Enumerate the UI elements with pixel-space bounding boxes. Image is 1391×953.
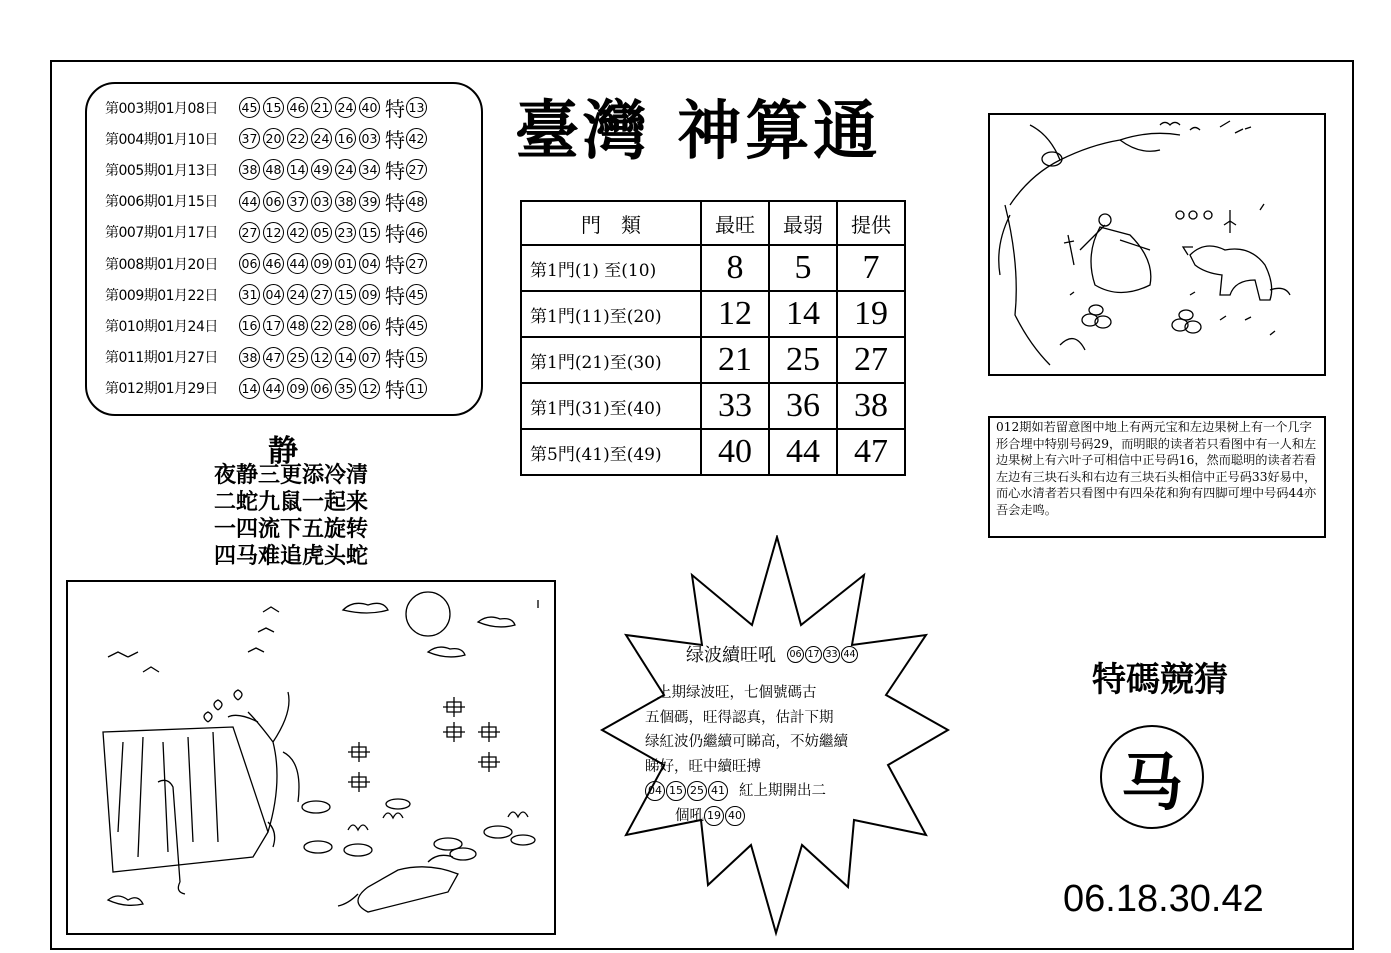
table-cell: 25 (769, 337, 837, 383)
number-ball: 04 (359, 253, 380, 274)
history-date: 第005期01月13日 (105, 162, 218, 179)
number-ball: 22 (287, 128, 308, 149)
table-cell: 7 (837, 245, 905, 291)
number-ball: 14 (287, 159, 308, 180)
special-label: 特 (385, 284, 405, 309)
guess-title: 特碼競猜 (1092, 660, 1228, 700)
history-row (105, 217, 481, 248)
table-cell: 19 (837, 291, 905, 337)
history-date: 第009期01月22日 (105, 287, 218, 304)
number-ball: 44 (239, 191, 260, 212)
number-ball: 09 (311, 253, 332, 274)
star-text (645, 681, 895, 828)
number-ball: 06 (311, 378, 332, 399)
number-ball: 35 (335, 378, 356, 399)
number-ball: 25 (687, 781, 707, 801)
number-ball: 48 (263, 159, 284, 180)
table-cell: 8 (701, 245, 769, 291)
number-ball: 38 (239, 347, 260, 368)
number-ball: 09 (287, 378, 308, 399)
history-row (105, 123, 481, 154)
poem-lines (214, 462, 368, 570)
number-ball: 09 (359, 284, 380, 305)
history-row (105, 154, 481, 185)
number-ball: 06 (787, 646, 804, 663)
number-ball: 06 (263, 191, 284, 212)
table-cell: 36 (769, 383, 837, 429)
landscape-illustration (66, 580, 556, 935)
number-ball: 21 (311, 97, 332, 118)
history-row (105, 373, 481, 404)
poem-title: 静 (268, 434, 298, 469)
star-line: 五個碼，旺得認真，估計下期 (645, 709, 834, 726)
number-ball: 16 (239, 315, 260, 336)
number-ball: 49 (311, 159, 332, 180)
table-header-cell: 門 類 (521, 201, 701, 245)
star-line: 睇好，旺中續旺搏 (645, 758, 761, 775)
number-ball: 04 (645, 781, 665, 801)
number-ball: 33 (823, 646, 840, 663)
special-ball: 46 (406, 222, 427, 243)
special-label: 特 (385, 221, 405, 246)
number-ball: 48 (287, 315, 308, 336)
number-ball: 01 (335, 253, 356, 274)
number-ball: 41 (708, 781, 728, 801)
star-line: 绿紅波仍繼續可睇高，不妨繼續 (645, 734, 848, 750)
puzzle-explanation: 012期如若留意图中地上有两元宝和左边果树上有一个几字形合埋中特别号码29，而明眼的读者若只看图中有一人和左边果树上有六叶子可相信中正号码16，然而聪明的读者若看左边有三块石头和右边有三块石头相信中正号码33好易中，而心水清者若只看图中有四朵花和狗有四脚可埋中号码44亦吾会走鸣。 (988, 416, 1326, 538)
number-ball: 17 (805, 646, 822, 663)
table-header-row (521, 201, 905, 245)
number-ball: 12 (359, 378, 380, 399)
special-label: 特 (385, 128, 405, 153)
star-line (645, 779, 895, 804)
number-ball: 47 (263, 347, 284, 368)
number-ball: 25 (287, 347, 308, 368)
number-ball: 03 (311, 191, 332, 212)
lotus-landscape-drawing (68, 582, 554, 933)
number-ball: 24 (311, 128, 332, 149)
number-ball: 44 (841, 646, 858, 663)
number-ball: 28 (335, 315, 356, 336)
special-ball: 27 (406, 253, 427, 274)
number-ball: 40 (725, 806, 745, 826)
number-ball: 42 (287, 222, 308, 243)
number-ball: 24 (335, 97, 356, 118)
number-ball: 46 (287, 97, 308, 118)
star-last-prefix: 個吼 (675, 807, 704, 824)
number-ball: 14 (335, 347, 356, 368)
table-row (521, 245, 905, 291)
history-row (105, 92, 481, 123)
table-cell: 33 (701, 383, 769, 429)
table-header-cell: 最弱 (769, 201, 837, 245)
number-ball: 38 (335, 191, 356, 212)
guess-numbers: 06.18.30.42 (1063, 878, 1264, 920)
number-ball: 34 (359, 159, 380, 180)
special-label: 特 (385, 253, 405, 278)
special-label: 特 (385, 346, 405, 371)
guess-answer: 马 (1120, 745, 1183, 819)
star-heading-text: 绿波續旺吼 (686, 645, 776, 666)
table-cell: 21 (701, 337, 769, 383)
history-row (105, 342, 481, 373)
table-cell: 44 (769, 429, 837, 475)
table-row (521, 337, 905, 383)
number-ball: 12 (263, 222, 284, 243)
number-ball: 44 (287, 253, 308, 274)
special-ball: 11 (406, 378, 427, 399)
number-ball: 19 (704, 806, 724, 826)
number-ball: 46 (263, 253, 284, 274)
table-header-cell: 提供 (837, 201, 905, 245)
table-row-label: 第1門(1) 至(10) (521, 245, 701, 291)
number-ball: 45 (239, 97, 260, 118)
table-cell: 38 (837, 383, 905, 429)
star-line (645, 804, 895, 829)
table-row-label: 第1門(11)至(20) (521, 291, 701, 337)
number-ball: 14 (239, 378, 260, 399)
number-ball: 16 (335, 128, 356, 149)
number-ball: 03 (359, 128, 380, 149)
number-ball: 20 (263, 128, 284, 149)
number-ball: 22 (311, 315, 332, 336)
history-date: 第012期01月29日 (105, 381, 218, 398)
number-ball: 37 (239, 128, 260, 149)
draw-history-box (85, 82, 483, 416)
table-cell: 40 (701, 429, 769, 475)
special-label: 特 (385, 190, 405, 215)
history-row (105, 248, 481, 279)
history-row (105, 279, 481, 310)
star-heading (686, 641, 858, 667)
number-ball: 31 (239, 284, 260, 305)
number-ball: 24 (335, 159, 356, 180)
table-row (521, 291, 905, 337)
page-title: 臺灣 神算通 (515, 94, 882, 169)
number-ball: 39 (359, 191, 380, 212)
number-ball: 17 (263, 315, 284, 336)
number-ball: 27 (311, 284, 332, 305)
table-row-label: 第5門(41)至(49) (521, 429, 701, 475)
guess-answer-circle (1100, 725, 1204, 829)
history-date: 第003期01月08日 (105, 100, 218, 117)
table-row (521, 383, 905, 429)
history-date: 第010期01月24日 (105, 318, 218, 335)
history-row (105, 186, 481, 217)
poem-line: 四马难追虎头蛇 (214, 543, 369, 569)
number-ball: 24 (287, 284, 308, 305)
number-ball: 07 (359, 347, 380, 368)
number-ball: 04 (263, 284, 284, 305)
table-cell: 47 (837, 429, 905, 475)
number-ball: 27 (239, 222, 260, 243)
number-ball: 12 (311, 347, 332, 368)
number-ball: 38 (239, 159, 260, 180)
special-label: 特 (385, 97, 405, 122)
special-ball: 15 (406, 347, 427, 368)
number-ball: 15 (263, 97, 284, 118)
number-ball: 40 (359, 97, 380, 118)
special-label: 特 (385, 377, 405, 402)
category-table (520, 200, 906, 476)
history-date: 第004期01月10日 (105, 131, 218, 148)
history-date: 第007期01月17日 (105, 225, 218, 242)
number-ball: 06 (239, 253, 260, 274)
special-ball: 45 (406, 284, 427, 305)
number-ball: 15 (335, 284, 356, 305)
star-bottom-text: 紅上期開出二 (739, 783, 826, 799)
star-line: 上期绿波旺，七個號碼古 (657, 685, 817, 701)
number-ball: 23 (335, 222, 356, 243)
number-ball: 44 (263, 378, 284, 399)
table-cell: 12 (701, 291, 769, 337)
table-cell: 14 (769, 291, 837, 337)
table-row-label: 第1門(21)至(30) (521, 337, 701, 383)
special-ball: 48 (406, 191, 427, 212)
number-ball: 06 (359, 315, 380, 336)
special-ball: 27 (406, 159, 427, 180)
number-ball: 05 (311, 222, 332, 243)
table-cell: 5 (769, 245, 837, 291)
special-ball: 42 (406, 128, 427, 149)
special-label: 特 (385, 159, 405, 184)
tree-tiger-drawing (990, 115, 1324, 374)
puzzle-illustration (988, 113, 1326, 376)
table-header-cell: 最旺 (701, 201, 769, 245)
table-row (521, 429, 905, 475)
special-ball: 45 (406, 315, 427, 336)
poem-line: 二蛇九鼠一起来 (214, 489, 369, 515)
table-row-label: 第1門(31)至(40) (521, 383, 701, 429)
number-ball: 15 (666, 781, 686, 801)
history-date: 第006期01月15日 (105, 194, 218, 211)
history-date: 第008期01月20日 (105, 256, 218, 273)
history-row (105, 310, 481, 341)
poem-line: 夜静三更添冷清 (214, 462, 369, 488)
table-cell: 27 (837, 337, 905, 383)
history-date: 第011期01月27日 (105, 350, 218, 367)
number-ball: 37 (287, 191, 308, 212)
poem-line: 一四流下五旋转 (214, 516, 369, 542)
number-ball: 15 (359, 222, 380, 243)
special-label: 特 (385, 315, 405, 340)
special-ball: 13 (406, 97, 427, 118)
